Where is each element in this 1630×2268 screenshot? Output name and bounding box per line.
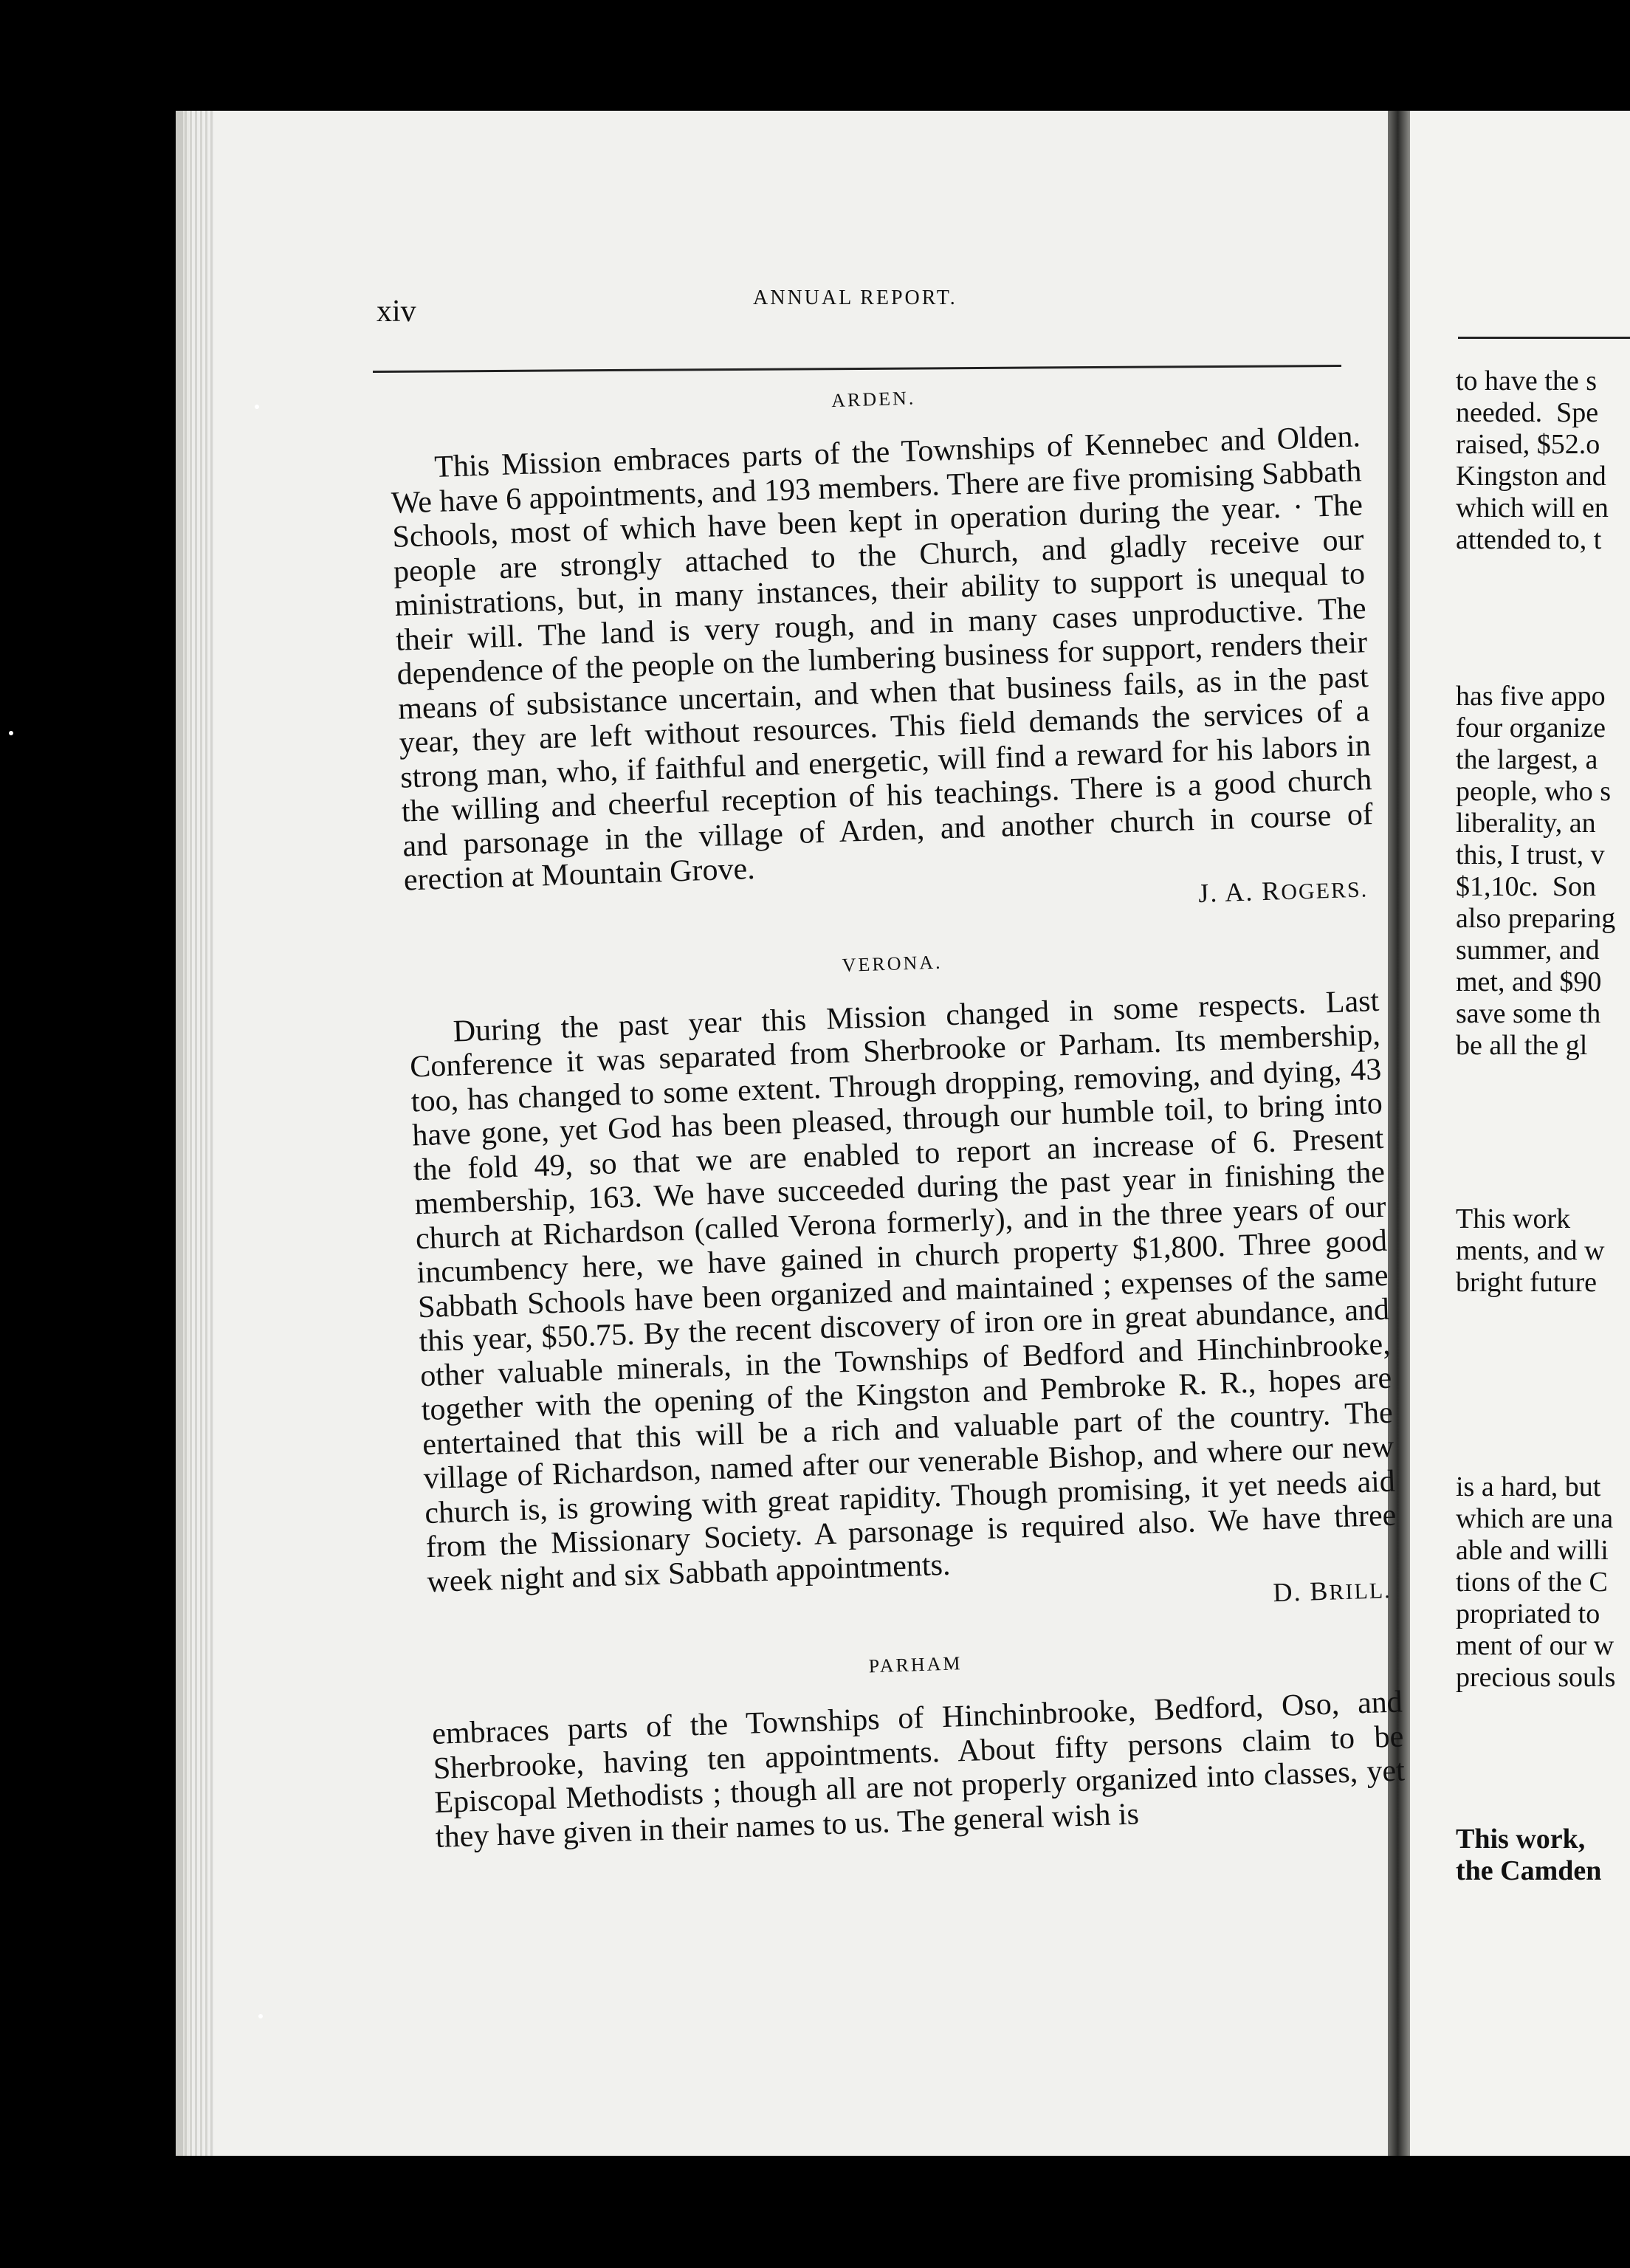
- section-title: ARDEN.: [831, 387, 916, 412]
- section-paragraph: During the past year this Mission changed in some respects. Last Conference it was separated from Sherbrooke or Parham. Its membership, too, has changed to some extent. Through dropping, removing, and dying, 43 have gone, yet God has been pleased, through our humble toil, to bring into the fold 49, so that we are enabled to report an increase of 6. Present membership, 163. We have succeeded during the past year in finishing the church at Richardson (called Verona formerly), and in the three years of our incumbency here, we have gained in church property $1,800. Three good Sabbath Schools have been organized and maintained ; expenses of the same this year, $50.75. By the recent discovery of iron ore in great abundance, and other valuable minerals, in the Townships of Bedford and Hinchinbrooke, together with the opening of the Kingston and Pembroke R. R., hopes are entertained that this will be a rich and valuable part of the country. The village of Richardson, named after our venerable Bishop, and where our new church is, is growing with great rapidity. Though promising, it yet needs aid from the Missionary Society. A parsonage is required also. We have three week night and six Sabbath appointments.: [409, 983, 1397, 1599]
- section-paragraph: This Mission embraces parts of the Townships of Kennebec and Olden. We have 6 appointments, and 193 members. There are five promising Sabbath Schools, most of which have been kept in operation during the year. · The people are strongly attached to the Church, and gladly receive our ministrations, but, in many instances, their ability to support is unequal to their will. The land is very rough, and in many cases unproductive. The dependence of the people on the lumbering business for support, renders their means of subsistance uncertain, and when that business fails, as in the past year, they are left without resources. This field demands the services of a strong man, who, if faithful and energetic, will find a reward for his labors in the willing and cheerful reception of his teachings. There is a good church and parsonage in the village of Arden, and another church in course of erection at Mountain Grove.: [391, 419, 1374, 898]
- signature-initials: J. A. R: [1197, 875, 1282, 908]
- dust-speck: [255, 405, 259, 409]
- right-page-text-block: to have the s needed. Spe raised, $52.o Kingston and which will en attended to, t: [1456, 365, 1609, 555]
- left-text-column: [388, 359, 1406, 1855]
- right-page-text-block: has five appo four organize the largest, a people, who s liberality, an this, I trust, v $1,10c. Son also preparing summer, and met, and $90 save some th be all the gl: [1456, 681, 1616, 1061]
- section-title: PARHAM: [868, 1652, 963, 1677]
- signature-rest: RILL.: [1328, 1578, 1392, 1605]
- book-gutter: [1388, 111, 1410, 2156]
- right-page-text-block: is a hard, but which are una able and willi tions of the C propriated to ment of our w precious souls: [1456, 1471, 1616, 1693]
- signature-initials: D. B: [1272, 1575, 1330, 1608]
- signature-rest: OGERS.: [1280, 876, 1369, 904]
- section-title: VERONA.: [842, 951, 943, 976]
- dust-speck: [9, 731, 13, 735]
- right-header-rule: [1458, 337, 1630, 339]
- section-arden: [388, 372, 1376, 935]
- page-edges: [185, 111, 214, 2156]
- right-page-text-block: This work, the Camden: [1456, 1824, 1602, 1886]
- page-number: xiv: [376, 295, 416, 329]
- running-head: ANNUAL REPORT.: [753, 286, 957, 309]
- section-parham: [430, 1638, 1406, 1854]
- dust-speck: [258, 2014, 263, 2018]
- right-page-text-block: This work ments, and w bright future: [1456, 1203, 1605, 1298]
- section-verona: [407, 936, 1399, 1636]
- section-paragraph: embraces parts of the Townships of Hinchinbrooke, Bedford, Oso, and Sherbrooke, having ten appointments. About fifty persons claim to be Episcopal Methodists ; though all are not properly organized into classes, yet they have given in their names to us. The general wish is: [431, 1685, 1406, 1855]
